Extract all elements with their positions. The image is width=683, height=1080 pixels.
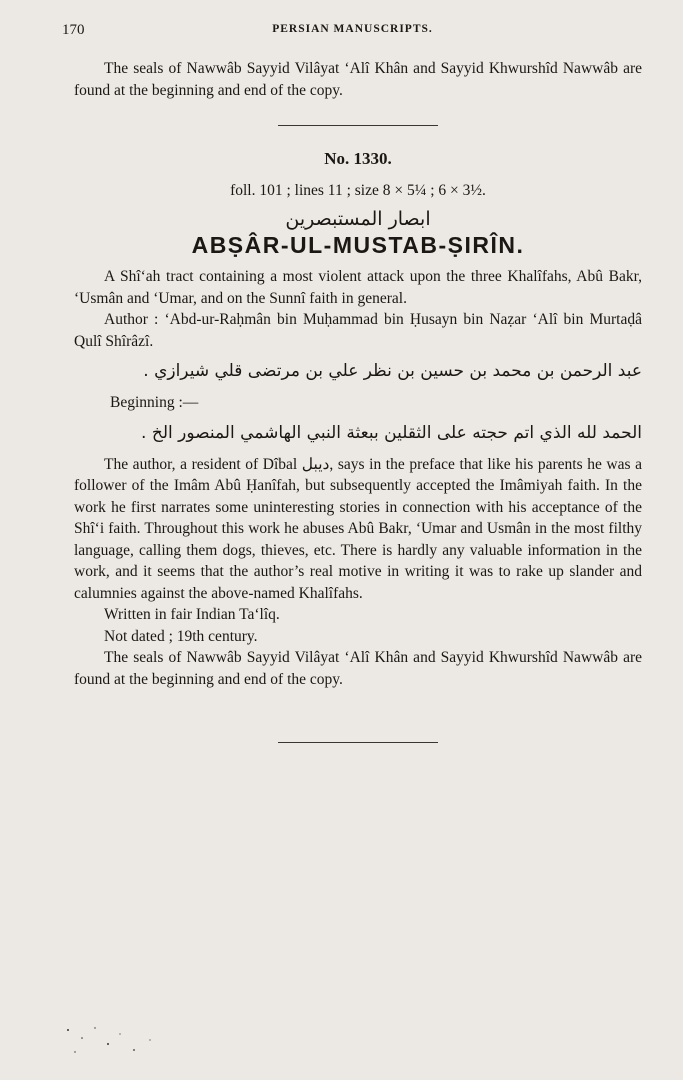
seals-note: The seals of Nawwâb Sayyid Vilâyat ‘Alî Khân and Sayyid Khwurshîd Nawwâb are found at the beginning and end of the copy. <box>74 649 642 688</box>
beginning-arabic: الحمد لله الذي اتم حجته على الثقلين ببعثة النبي الهاشمي المنصور الخ . <box>141 422 642 443</box>
body-paragraph: The author, a resident of Dîbal ديبل, says in the preface that like his parents he was a follower of the Imâm Abû Ḥanîfah, but subsequently accepted the Imâmiyah faith. In the work he first narrates some uninteresting stories in connection with his acceptance of the Shî‘i faith. Throughout this work he abuses Abû Bakr, ‘Umar and Usmân in the most filthy language, calling them dogs, thieves, etc. There is hardly any valuable information in the work, and it seems that the author’s real motive in writing it was to rake up slander and calumnies against the above-named Khalîfahs. <box>74 455 642 602</box>
page-content <box>74 58 642 743</box>
entry-number: No. 1330. <box>324 149 392 168</box>
previous-entry-note: The seals of Nawwâb Sayyid Vilâyat ‘Alî Khân and Sayyid Khwurshîd Nawwâb are found at the beginning and end of the copy. <box>74 60 642 99</box>
page-header <box>62 22 643 42</box>
page-number: 170 <box>62 22 85 38</box>
collation: foll. 101 ; lines 11 ; size 8 × 5¼ ; 6 × 3½. <box>230 181 486 199</box>
end-divider <box>278 742 438 743</box>
paper-specks <box>60 1020 180 1060</box>
running-title: PERSIAN MANUSCRIPTS. <box>272 23 433 35</box>
work-title: ABṢÂR-UL-MUSTAB-ṢIRÎN. <box>191 231 525 258</box>
section-divider <box>278 125 438 126</box>
script-note: Written in fair Indian Ta‘lîq. <box>104 606 280 623</box>
author-line: Author : ‘Abd-ur-Raḥmân bin Muḥammad bin Ḥusayn bin Naẓar ‘Alî bin Murtaḍâ Qulî Shîrâzî. <box>74 311 642 350</box>
author-arabic: عبد الرحمن بن محمد بن حسين بن نظر علي بن مرتضى قلي شيرازي . <box>143 361 642 381</box>
beginning-label: Beginning :— <box>110 394 199 411</box>
arabic-title: ابصار المستبصرين <box>285 208 431 230</box>
description: A Shî‘ah tract containing a most violent attack upon the three Khalîfahs, Abû Bakr, ‘Usmân and ‘Umar, and on the Sunnî faith in general. <box>74 268 642 307</box>
date-note: Not dated ; 19th century. <box>104 627 258 645</box>
